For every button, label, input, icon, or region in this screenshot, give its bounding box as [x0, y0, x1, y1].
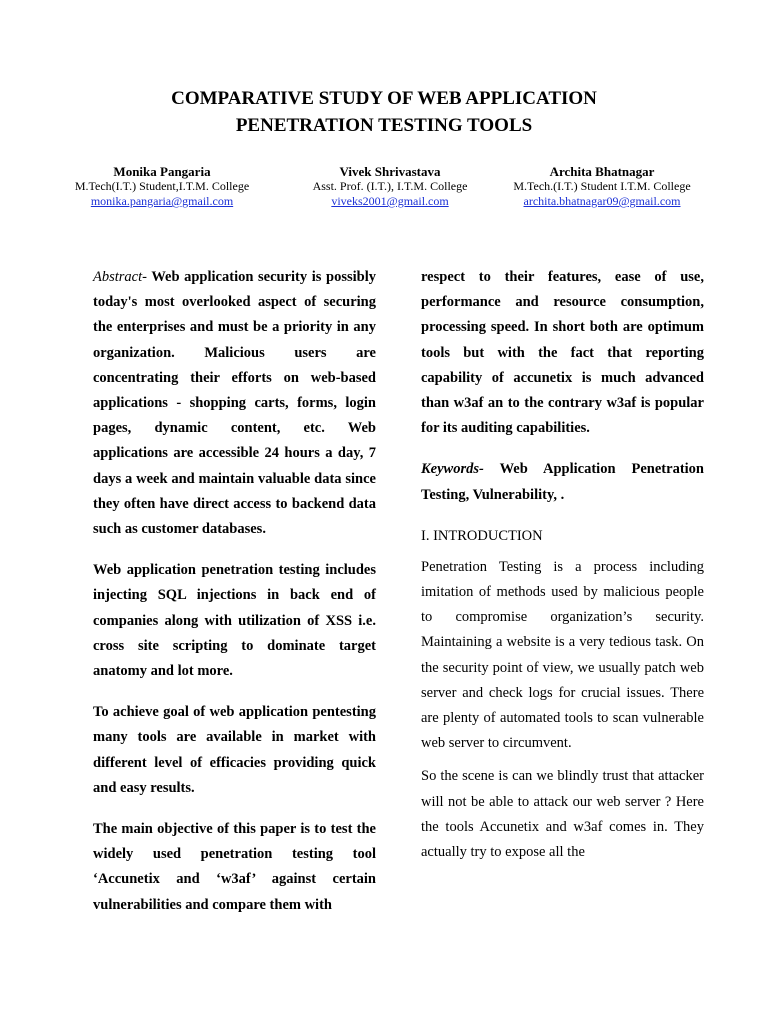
- title-line-1: COMPARATIVE STUDY OF WEB APPLICATION: [171, 88, 597, 109]
- author-affiliation: M.Tech(I.T.) Student,I.T.M. College: [74, 179, 250, 193]
- introduction-paragraph-1: Penetration Testing is a process including imitation of methods used by malicious people to compromise organization’s security. Maintaining a website is a very tedious task. On the security point of view, we usually patch web server and check logs for crucial issues. There are plenty of automated tools to scan vulnerable web server to circumvent.: [421, 558, 704, 752]
- author-block-2: [270, 164, 510, 209]
- author-block-3: [482, 164, 722, 209]
- author-affiliation: M.Tech.(I.T.) Student I.T.M. College: [513, 179, 691, 193]
- keywords-paragraph: [421, 457, 704, 507]
- left-column: [93, 265, 376, 918]
- keywords-label: Keywords-: [421, 461, 484, 478]
- author-name: Monika Pangaria: [113, 164, 211, 179]
- author-name: Archita Bhatnagar: [549, 164, 655, 179]
- author-email-link[interactable]: viveks2001@gmail.com: [331, 194, 449, 208]
- section-heading-introduction: I. INTRODUCTION: [421, 527, 543, 544]
- author-email-link[interactable]: archita.bhatnagar09@gmail.com: [523, 194, 681, 208]
- abstract-paragraph-2: Web application penetration testing includes injecting SQL injections in back end of companies along with utilization of XSS i.e. cross site scripting to dominate target anatomy and lot more.: [93, 562, 376, 680]
- introduction-paragraph-2: So the scene is can we blindly trust that attacker will not be able to attack our web server ? Here the tools Accunetix and w3af comes in. They actually try to expose all the: [421, 768, 704, 861]
- paper-title: [0, 85, 768, 139]
- author-email-link[interactable]: monika.pangaria@gmail.com: [90, 194, 234, 208]
- author-block-1: [42, 164, 282, 209]
- abstract-paragraph-4: The main objective of this paper is to test the widely used penetration testing tool ‘Accunetix and ‘w3af’ against certain vulnerabilities and compare them with: [93, 821, 376, 913]
- abstract-paragraph-3: To achieve goal of web application pentesting many tools are available in market with different level of efficacies providing quick and easy results.: [93, 704, 376, 796]
- abstract-label: Abstract-: [93, 269, 147, 285]
- abstract-paragraph-4-continued: respect to their features, ease of use, performance and resource consumption, processing speed. In short both are optimum tools but with the fact that reporting capability of accunetix is much advanced than w3af an to the contrary w3af is popular for its auditing capabilities.: [421, 269, 704, 437]
- author-affiliation: Asst. Prof. (I.T.), I.T.M. College: [312, 179, 468, 193]
- author-name: Vivek Shrivastava: [339, 164, 441, 179]
- abstract-paragraph-1: [93, 265, 376, 542]
- abstract-text: Web application security is possibly today's most overlooked aspect of securing the enterprises and must be a priority in any organization. Malicious users are concentrating their efforts on web-based applications - shopping carts, forms, login pages, dynamic content, etc. Web applications are accessible 24 hours a day, 7 days a week and maintain valuable data since they often have direct access to backend data such as customer databases.: [93, 269, 376, 538]
- title-line-2: PENETRATION TESTING TOOLS: [235, 115, 533, 136]
- keywords-text: Web Application Penetration Testing, Vulnerability, .: [421, 461, 704, 503]
- right-column: [421, 265, 704, 865]
